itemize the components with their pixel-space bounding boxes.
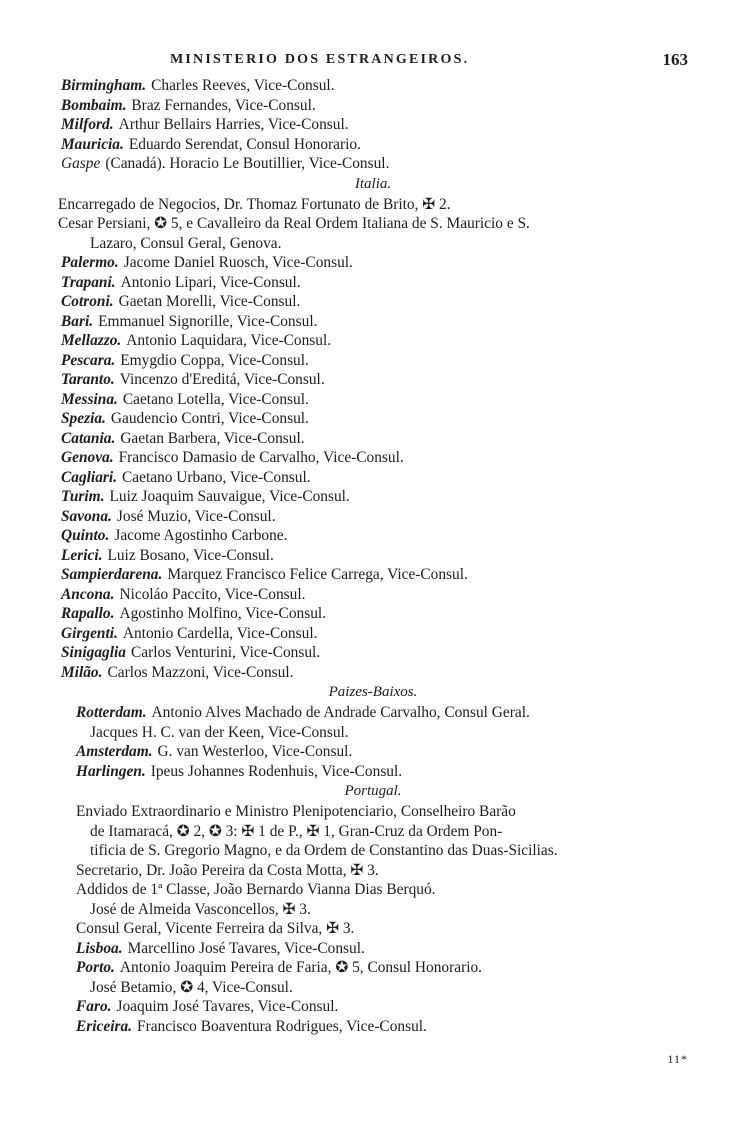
- entry-line: [58, 939, 688, 959]
- city-name: Lisboa.: [76, 939, 123, 957]
- entry-line: [58, 390, 688, 410]
- city-name: Catania.: [61, 429, 116, 447]
- section-heading: Paizes-Baixos.: [328, 684, 418, 700]
- signature-mark: 11*: [667, 1052, 688, 1066]
- entry-line: [58, 762, 688, 782]
- city-name: Mellazzo.: [61, 332, 122, 349]
- city-name: Ancona.: [61, 585, 115, 603]
- entry-line: [58, 214, 688, 234]
- entry-line: [58, 643, 688, 663]
- entry-text: José de Almeida Vasconcellos, ✠ 3.: [90, 900, 311, 918]
- city-name: Quinto.: [61, 527, 110, 544]
- entry-text: Gaudencio Contri, Vice-Consul.: [110, 410, 309, 427]
- city-name: Rapallo.: [61, 605, 115, 622]
- city-name: Pescara.: [61, 351, 116, 369]
- city-name: Porto.: [76, 959, 115, 976]
- document-body: [58, 76, 688, 1036]
- entry-line: [58, 273, 688, 293]
- entry-text: (Canadá). Horacio Le Boutillier, Vice-Consul.: [105, 155, 390, 172]
- entry-text: Ipeus Johannes Rodenhuis, Vice-Consul.: [150, 762, 403, 780]
- entry-text: Luiz Bosano, Vice-Consul.: [107, 546, 274, 564]
- entry-text: Luiz Joaquim Sauvaigue, Vice-Consul.: [109, 488, 350, 505]
- city-name: Ericeira.: [76, 1017, 133, 1035]
- entry-text: G. van Westerloo, Vice-Consul.: [157, 743, 353, 760]
- entry-text: Jacome Agostinho Carbone.: [114, 527, 288, 544]
- city-name: Sinigaglia: [61, 644, 127, 661]
- entry-line: [58, 723, 688, 743]
- entry-text: Antonio Joaquim Pereira de Faria, ✪ 5, Consul Honorario.: [119, 959, 483, 976]
- city-name: Amsterdam.: [76, 743, 153, 760]
- entry-line: [58, 115, 688, 135]
- city-name: Taranto.: [61, 371, 115, 388]
- entry-text: Arthur Bellairs Harries, Vice-Consul.: [118, 116, 349, 133]
- entry-text: Eduardo Serendat, Consul Honorario.: [128, 135, 361, 153]
- entry-text: Gaetan Morelli, Vice-Consul.: [118, 293, 301, 310]
- entry-line: [58, 370, 688, 390]
- city-name: Milford.: [61, 116, 114, 133]
- city-name: Genova.: [61, 449, 114, 466]
- entry-line: [58, 429, 688, 449]
- entry-text: Vincenzo d'Ereditá, Vice-Consul.: [119, 371, 325, 388]
- city-name: Bombaim.: [61, 96, 127, 114]
- entry-text: Joaquim José Tavares, Vice-Consul.: [116, 998, 339, 1015]
- section-heading: Italia.: [354, 175, 392, 192]
- city-name: Lerici.: [61, 546, 103, 564]
- entry-line: [58, 526, 688, 546]
- city-name: Spezia.: [61, 410, 106, 427]
- running-title: MINISTERIO DOS ESTRANGEIROS.: [170, 52, 470, 67]
- entry-line: [58, 331, 688, 351]
- entry-line: [58, 195, 688, 215]
- entry-text: Gaetan Barbera, Vice-Consul.: [120, 429, 305, 447]
- entry-line: [58, 703, 688, 723]
- entry-text: Jacome Daniel Ruosch, Vice-Consul.: [123, 254, 353, 271]
- city-name: Milão.: [61, 663, 103, 681]
- entry-text: Emygdio Coppa, Vice-Consul.: [120, 351, 309, 369]
- entry-text: Carlos Mazzoni, Vice-Consul.: [107, 663, 294, 681]
- entry-text: José Betamio, ✪ 4, Vice-Consul.: [90, 978, 293, 996]
- entry-text: Nicoláo Paccito, Vice-Consul.: [119, 585, 306, 603]
- city-name: Mauricia.: [61, 135, 124, 153]
- entry-line: [58, 253, 688, 273]
- entry-line: [58, 487, 688, 507]
- entry-line: [58, 96, 688, 116]
- entry-text: Antonio Lipari, Vice-Consul.: [120, 273, 301, 291]
- entry-text: Jacques H. C. van der Keen, Vice-Consul.: [90, 723, 349, 741]
- entry-line: [58, 154, 688, 174]
- entry-line: [58, 76, 688, 96]
- entry-text: Carlos Venturini, Vice-Consul.: [131, 644, 321, 661]
- entry-line: [58, 448, 688, 468]
- entry-text: Marquez Francisco Felice Carrega, Vice-Consul.: [167, 566, 468, 583]
- entry-text: Secretario, Dr. João Pereira da Costa Motta, ✠ 3.: [76, 861, 379, 879]
- entry-line: [58, 958, 688, 978]
- page-header: [58, 50, 688, 74]
- city-name: Faro.: [76, 998, 112, 1015]
- entry-text: Agostinho Molfino, Vice-Consul.: [119, 605, 327, 622]
- entry-text: Antonio Alves Machado de Andrade Carvalho, Consul Geral.: [151, 704, 530, 721]
- entry-text: Addidos de 1ª Classe, João Bernardo Vianna Dias Berquó.: [76, 881, 436, 898]
- entry-text: Consul Geral, Vicente Ferreira da Silva, ✠ 3.: [76, 920, 355, 937]
- entry-line: [58, 135, 688, 155]
- entry-line: [58, 468, 688, 488]
- city-name: Girgenti.: [61, 624, 118, 642]
- entry-line: [58, 624, 688, 644]
- entry-text: Antonio Cardella, Vice-Consul.: [122, 624, 318, 642]
- entry-line: [58, 663, 688, 683]
- entry-line: [58, 351, 688, 371]
- entry-text: Francisco Damasio de Carvalho, Vice-Consul.: [118, 449, 404, 466]
- city-name: Gaspe: [61, 155, 101, 172]
- entry-text: Encarregado de Negocios, Dr. Thomaz Fortunato de Brito, ✠ 2.: [58, 195, 451, 213]
- city-name: Sampierdarena.: [61, 566, 163, 583]
- entry-text: Caetano Urbano, Vice-Consul.: [122, 468, 311, 486]
- entry-text: Enviado Extraordinario e Ministro Plenipotenciario, Conselheiro Barão: [76, 803, 516, 820]
- city-name: Messina.: [61, 390, 118, 408]
- entry-line: [58, 861, 688, 881]
- entry-line: [58, 565, 688, 585]
- entry-line: [58, 604, 688, 624]
- entry-line: [58, 312, 688, 332]
- entry-text: Braz Fernandes, Vice-Consul.: [131, 96, 316, 114]
- entry-line: [58, 997, 688, 1017]
- entry-line: [58, 822, 688, 842]
- entry-text: Marcellino José Tavares, Vice-Consul.: [127, 939, 365, 957]
- entry-text: Antonio Laquidara, Vice-Consul.: [126, 332, 332, 349]
- entry-text: Caetano Lotella, Vice-Consul.: [122, 390, 309, 408]
- entry-line: [58, 841, 688, 861]
- entry-line: [58, 742, 688, 762]
- entry-line: [58, 507, 688, 527]
- city-name: Trapani.: [61, 273, 116, 291]
- city-name: Rotterdam.: [76, 704, 147, 721]
- city-name: Turim.: [61, 488, 105, 505]
- entry-text: Francisco Boaventura Rodrigues, Vice-Consul.: [137, 1017, 427, 1035]
- entry-text: de Itamaracá, ✪ 2, ✪ 3: ✠ 1 de P., ✠ 1, Gran-Cruz da Ordem Pon-: [90, 822, 503, 840]
- city-name: Palermo.: [61, 254, 119, 271]
- page-number: 163: [662, 50, 688, 69]
- entry-line: [58, 546, 688, 566]
- city-name: Birmingham.: [61, 77, 147, 94]
- city-name: Harlingen.: [76, 762, 146, 780]
- entry-text: tificia de S. Gregorio Magno, e da Ordem de Constantino das Duas-Sicilias.: [90, 842, 558, 859]
- city-name: Bari.: [61, 312, 94, 330]
- entry-line: [58, 585, 688, 605]
- city-name: Savona.: [61, 507, 112, 525]
- entry-text: Charles Reeves, Vice-Consul.: [151, 77, 335, 94]
- entry-line: [58, 1017, 688, 1037]
- entry-line: [58, 900, 688, 920]
- city-name: Cotroni.: [61, 293, 114, 310]
- entry-text: José Muzio, Vice-Consul.: [116, 507, 276, 525]
- entry-line: [58, 919, 688, 939]
- entry-line: [58, 292, 688, 312]
- entry-text: Lazaro, Consul Geral, Genova.: [90, 234, 282, 252]
- entry-line: [58, 978, 688, 998]
- entry-line: [58, 802, 688, 822]
- entry-text: Emmanuel Signorille, Vice-Consul.: [98, 312, 318, 330]
- city-name: Cagliari.: [61, 468, 118, 486]
- entry-line: [58, 234, 688, 254]
- entry-text: Cesar Persiani, ✪ 5, e Cavalleiro da Real Ordem Italiana de S. Mauricio e S.: [58, 215, 530, 232]
- entry-line: [58, 880, 688, 900]
- section-heading: Portugal.: [344, 783, 402, 799]
- entry-line: [58, 409, 688, 429]
